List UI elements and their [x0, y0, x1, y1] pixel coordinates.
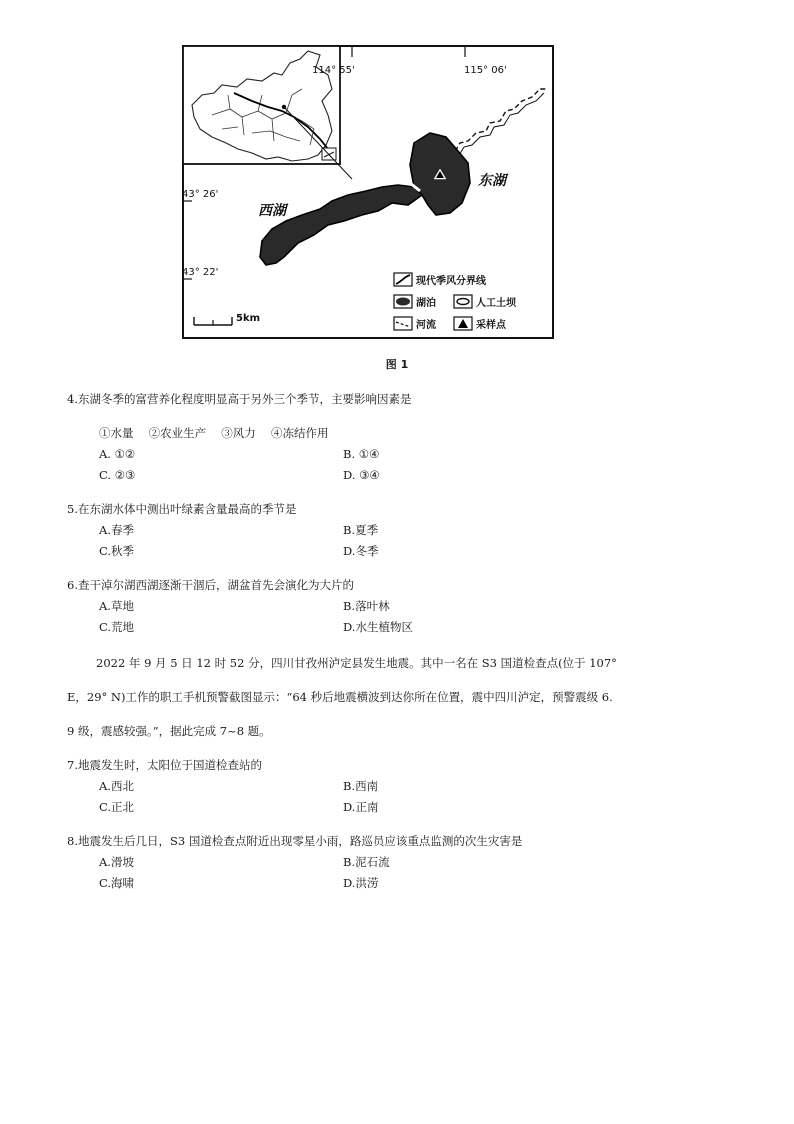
- q4-option-b[interactable]: B. ①④: [343, 447, 380, 461]
- q5-stem: 5.在东湖水体中测出叶绿素含量最高的季节是: [67, 502, 297, 516]
- q7-option-d[interactable]: D.正南: [343, 800, 379, 814]
- q7-option-c[interactable]: C.正北: [99, 800, 135, 814]
- legend-river: 河流: [416, 320, 436, 331]
- q8-stem: 8.地震发生后几日，S3 国道检查点附近出现零星小雨，路巡员应该重点监测的次生灾害是: [67, 834, 523, 848]
- q5-option-d[interactable]: D.冬季: [343, 544, 379, 558]
- q4-stem: 4.东湖冬季的富营养化程度明显高于另外三个季节，主要影响因素是: [67, 392, 412, 406]
- latitude-label-bottom: 43° 22': [182, 267, 219, 278]
- q6-option-d[interactable]: D.水生植物区: [343, 620, 413, 634]
- q7-option-b[interactable]: B.西南: [343, 779, 379, 793]
- figure-caption: 图 1: [385, 358, 409, 371]
- legend-lake: 湖泊: [416, 298, 436, 309]
- passage-line-1: 2022 年 9 月 5 日 12 时 52 分，四川甘孜州泸定县发生地震。其中一名在 S3 国道检查点(位于 107°: [96, 656, 617, 670]
- latitude-label-top: 43° 26': [182, 189, 219, 200]
- longitude-label-right: 115° 06': [464, 65, 507, 76]
- q5-option-c[interactable]: C.秋季: [99, 544, 135, 558]
- q4-option-a[interactable]: A. ①②: [99, 447, 136, 461]
- q4-option-d[interactable]: D. ③④: [343, 468, 380, 482]
- q8-option-d[interactable]: D.洪涝: [343, 876, 379, 890]
- passage-line-3: 9 级，震感较强。”，据此完成 7~8 题。: [67, 724, 271, 738]
- legend-sample: 采样点: [476, 320, 506, 331]
- q5-option-b[interactable]: B.夏季: [343, 523, 379, 537]
- q6-option-b[interactable]: B.落叶林: [343, 599, 390, 613]
- q8-option-b[interactable]: B.泥石流: [343, 855, 390, 869]
- q7-stem: 7.地震发生时，太阳位于国道检查站的: [67, 758, 262, 772]
- q6-stem: 6.查干淖尔湖西湖逐渐干涸后，湖盆首先会演化为大片的: [67, 578, 354, 592]
- q5-option-a[interactable]: A.春季: [99, 523, 134, 537]
- passage-line-2: E，29° N)工作的职工手机预警截图显示：“64 秒后地震横波到达你所在位置，震中四川泸定，预警震级 6.: [67, 690, 613, 704]
- west-lake-label: 西湖: [258, 203, 286, 219]
- q4-option-c[interactable]: C. ②③: [99, 468, 136, 482]
- lake-map-figure: [182, 45, 554, 339]
- longitude-label-left: 114° 55': [312, 65, 355, 76]
- scale-label: 5km: [236, 313, 261, 324]
- q8-option-c[interactable]: C.海啸: [99, 876, 135, 890]
- legend-dam: 人工土坝: [476, 298, 516, 309]
- lake-legend-icon: [396, 298, 410, 306]
- q7-option-a[interactable]: A.西北: [99, 779, 134, 793]
- east-lake-label: 东湖: [478, 173, 506, 189]
- q8-option-a[interactable]: A.滑坡: [99, 855, 134, 869]
- q4-factors: ①水量 ②农业生产 ③风力 ④冻结作用: [99, 426, 329, 440]
- legend-monsoon-line: 现代季风分界线: [416, 276, 486, 287]
- q6-option-c[interactable]: C.荒地: [99, 620, 135, 634]
- q6-option-a[interactable]: A.草地: [99, 599, 134, 613]
